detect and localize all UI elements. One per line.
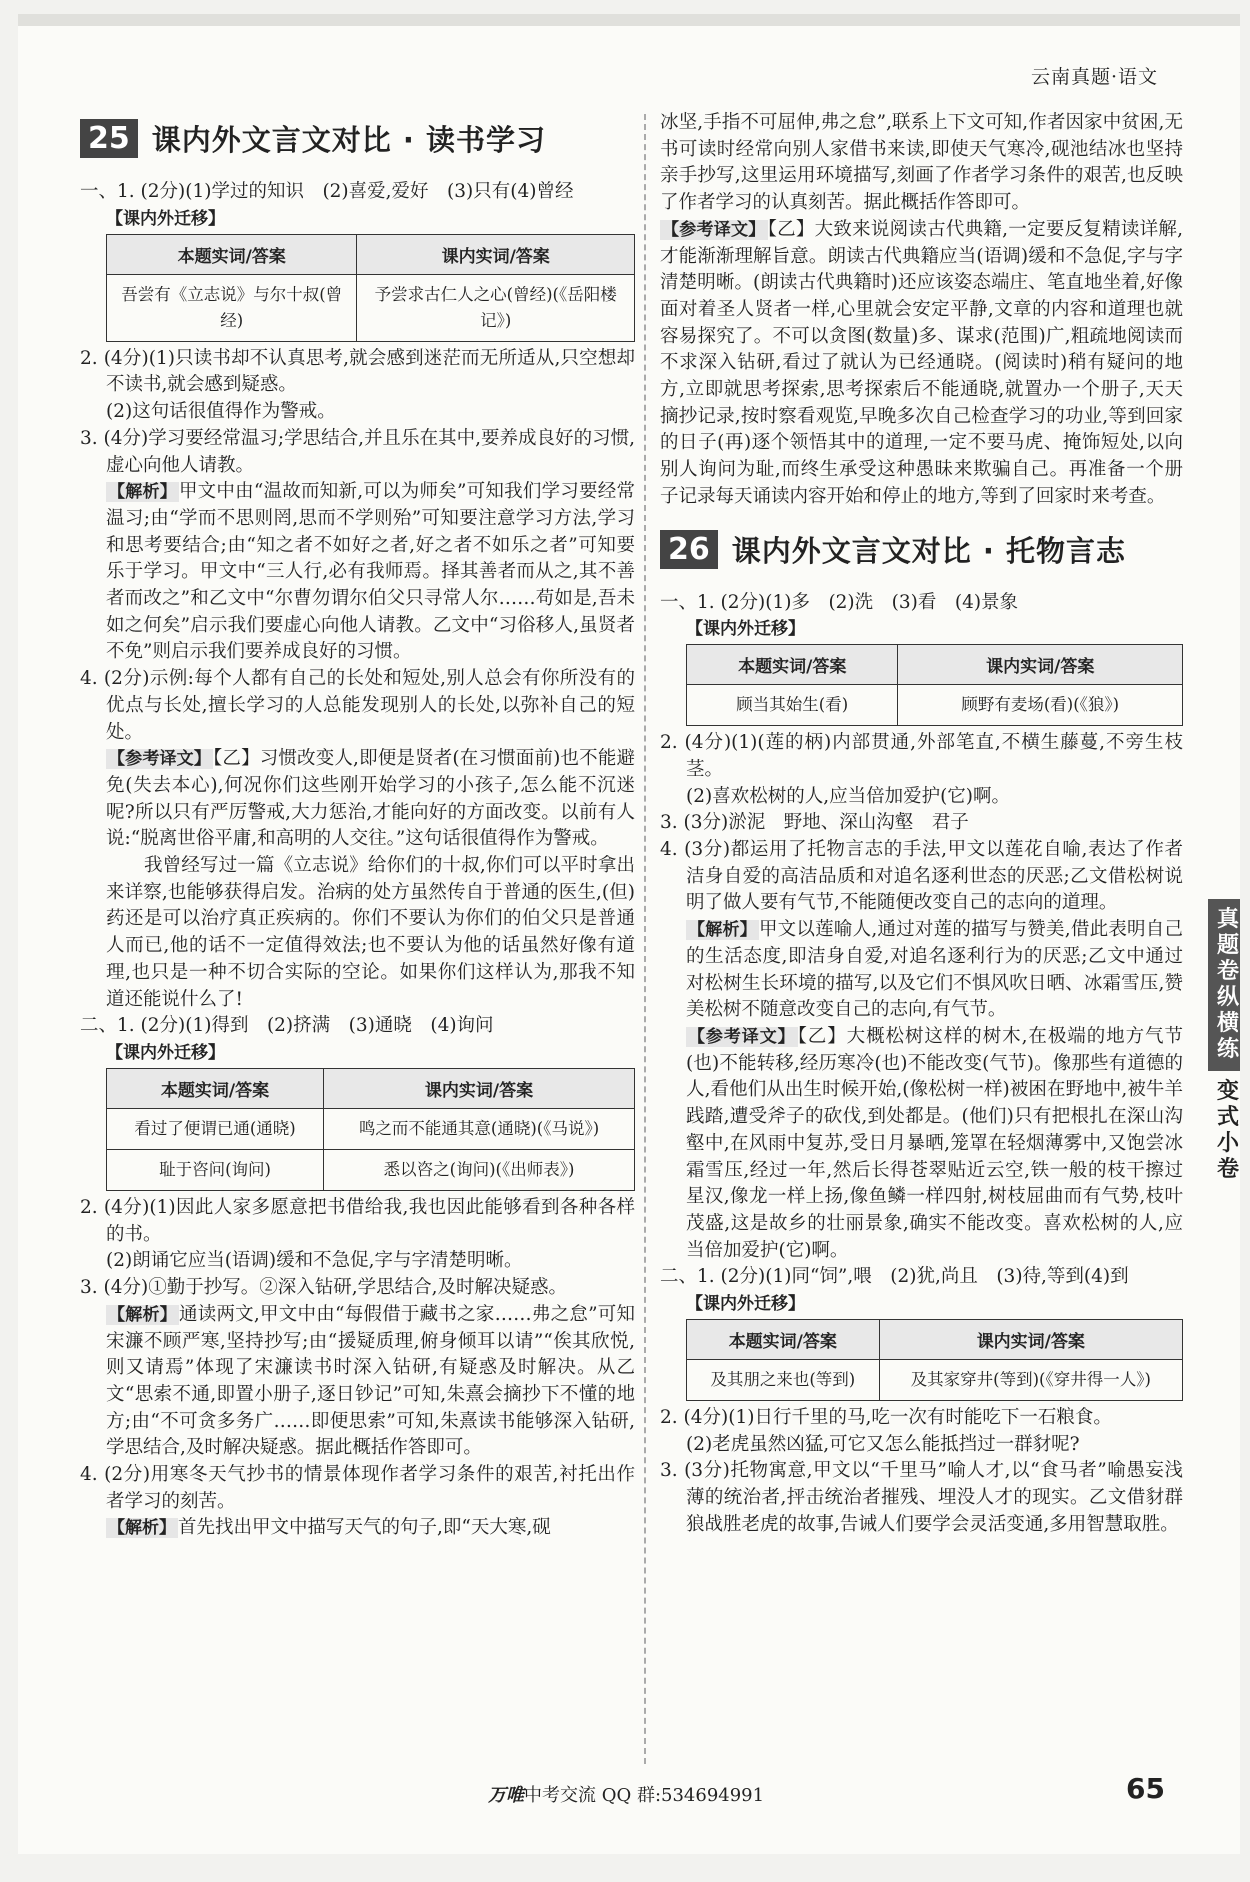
s25-q1: 一、1. (2分)(1)学过的知识 (2)喜爱,爱好 (3)只有(4)曾经 bbox=[80, 181, 574, 202]
table-cell: 及其朋之来也(等到) bbox=[687, 1360, 880, 1401]
s26-q2a: 2. (4分)(1)(莲的柄)内部贯通,外部笔直,不横生藤蔓,不旁生枝茎。 bbox=[660, 732, 1183, 780]
translation-text: 【乙】习惯改变人,即便是贤者(在习惯面前)也不能避免(失去本心),何况你们这些刚开始学习的小孩子,怎么能不沉迷呢?所以只有严厉警戒,大力惩治,才能向好的方面改变。以前有人说:“脱离世俗平庸,和高明的人交往。”这句话很值得作为警戒。 bbox=[106, 748, 635, 850]
table-cell: 悉以咨之(询问)(《出师表》) bbox=[324, 1149, 635, 1190]
translation-tag: 【参考译文】 bbox=[662, 219, 766, 240]
s25-continued: 冰坚,手指不可屈伸,弗之怠”,联系上下文可知,作者因家中贫困,无书可读时经常向别人家借书来读,即使天气寒冷,砚池结冰也坚持亲手抄写,这里运用环境描写,刻画了作者学习条件的艰苦,也反映了作者学习的认真刻苦。据此概括作答即可。 bbox=[660, 112, 1183, 214]
translation-text: 【乙】大概松树这样的树木,在极端的地方气节(也)不能转移,经历寒冷(也)不能改变(气节)。像那些有道德的人,看他们从出生时候开始,(像松树一样)被困在野地中,被牛羊践踏,遭受斧子的砍伐,到处都是。(他们)只有把根扎在深山沟壑中,在风雨中复苏,受日月暴晒,笼罩在轻烟薄雾中,又饱尝冰霜雪压,经过一年,然后长得苍翠贴近云空,铁一般的枝干擦过星汉,像龙一样上扬,像鱼鳞一样四射,树枝屈曲而有气势,枝叶茂盛,这是故乡的壮丽景象,确实不能改变。喜欢松树的人,应当倍加爱护(它)啊。 bbox=[686, 1025, 1183, 1261]
s25-p2-q1: 二、1. (2分)(1)得到 (2)挤满 (3)通晓 (4)询问 bbox=[80, 1015, 494, 1037]
analysis-tag: 【解析】 bbox=[108, 1304, 177, 1325]
page bbox=[18, 14, 1240, 1854]
section-26-number: 26 bbox=[660, 530, 718, 569]
section-25-title bbox=[80, 118, 635, 159]
analysis-text: 通读两文,甲文中由“每假借于藏书之家……弗之怠”可知宋濂不顾严寒,坚持抄写;由“援疑质理,俯身倾耳以请”“俟其欣悦,则又请焉”体现了宋濂读书时深入钻研,有疑惑及时解决。从乙文“思索不通,即置小册子,逐日钞记”可知,朱熹会摘抄下不懂的地方;由“不可贪多务广……即便思索”可知,朱熹读书能够深入钻研,学思结合,及时解决疑惑。据此概括作答即可。 bbox=[106, 1303, 635, 1459]
s25-q4: 4. (2分)示例:每个人都有自己的长处和短处,别人总会有你所没有的优点与长处,擅长学习的人总能发现别人的长处,以弥补自己的短处。 bbox=[80, 668, 635, 743]
s25-q2b: (2)这句话很值得作为警戒。 bbox=[106, 401, 336, 423]
s26-q4: 4. (3分)都运用了托物言志的手法,甲文以莲花自喻,表达了作者洁身自爱的高洁品质和对追名逐利世态的厌恶;乙文借松树说明了做人要有气节,不能随便改变自己的志向的道理。 bbox=[660, 839, 1183, 914]
right-column bbox=[660, 110, 1183, 1539]
table-header: 本题实词/答案 bbox=[687, 645, 898, 685]
left-column bbox=[80, 110, 635, 1542]
s25-translation-b bbox=[660, 217, 1183, 511]
page-header: 云南真题·语文 bbox=[1030, 66, 1158, 88]
table-cell: 及其家穿井(等到)(《穿井得一人》) bbox=[879, 1360, 1182, 1401]
analysis-text: 甲文以莲喻人,通过对莲的描写与赞美,借此表明自己的生活态度,即洁身自爱,对追名逐利行为的厌恶;乙文中通过对松树生长环境的描写,以及它们不惧风吹日晒、冰霜雪压,赞美松树不随意改变自己的志向,有气节。 bbox=[686, 919, 1184, 1021]
s26-q3: 3. (3分)淤泥 野地、深山沟壑 君子 bbox=[660, 812, 969, 834]
s26-table-1 bbox=[686, 644, 1183, 726]
s25-q3-analysis bbox=[80, 479, 635, 666]
section-26-title bbox=[660, 529, 1183, 570]
table-header: 本题实词/答案 bbox=[107, 234, 357, 274]
table-header: 课内实词/答案 bbox=[879, 1320, 1182, 1360]
s26-p2-q1: 二、1. (2分)(1)同“饲”,喂 (2)犹,尚且 (3)待,等到(4)到 bbox=[660, 1266, 1129, 1288]
section-25-heading: 课内外文言文对比 · 读书学习 bbox=[151, 123, 546, 157]
s25-p2-q3: 3. (4分)①勤于抄写。②深入钻研,学思结合,及时解决疑惑。 bbox=[80, 1277, 568, 1299]
s26-migrate-label-2: 【课内外迁移】 bbox=[686, 1294, 805, 1315]
s25-p2-q4-analysis bbox=[80, 1515, 635, 1542]
table-header: 课内实词/答案 bbox=[357, 234, 635, 274]
footer-text: 中考交流 QQ 群:534694991 bbox=[524, 1785, 765, 1806]
analysis-tag: 【解析】 bbox=[108, 482, 177, 503]
s25-p2-q3-analysis bbox=[80, 1302, 635, 1462]
analysis-text: 首先找出甲文中描写天气的句子,即“天大寒,砚 bbox=[178, 1517, 551, 1539]
s25-translation bbox=[80, 746, 635, 853]
table-cell: 看过了便谓已通(通晓) bbox=[107, 1108, 324, 1149]
s26-migrate-label: 【课内外迁移】 bbox=[686, 619, 805, 640]
translation-tag: 【参考译文】 bbox=[108, 749, 211, 770]
section-25-number: 25 bbox=[80, 119, 138, 158]
s25-p2-q4: 4. (2分)用寒冬天气抄书的情景体现作者学习条件的艰苦,衬托出作者学习的刻苦。 bbox=[80, 1464, 635, 1512]
top-edge bbox=[18, 14, 1240, 26]
s26-p2-q3: 3. (3分)托物寓意,甲文以“千里马”喻人才,以“食马者”喻愚妄浅薄的统治者,抨击统治者摧残、埋没人才的现实。乙文借豺群狼战胜老虎的故事,告诫人们要学会灵活变通,多用智慧取胜。 bbox=[660, 1460, 1183, 1535]
s25-table-1 bbox=[106, 234, 635, 342]
side-ribbon-sub: 变式小卷 bbox=[1216, 1079, 1239, 1182]
section-26-heading: 课内外文言文对比 · 托物言志 bbox=[731, 533, 1126, 568]
translation-tag: 【参考译文】 bbox=[688, 1026, 796, 1047]
s25-table-2 bbox=[106, 1068, 635, 1191]
s26-q1: 一、1. (2分)(1)多 (2)洗 (3)看 (4)景象 bbox=[660, 591, 1019, 613]
table-header: 课内实词/答案 bbox=[898, 645, 1183, 685]
analysis-text: 甲文中由“温故而知新,可以为师矣”可知我们学习要经常温习;由“学而不思则罔,思而不学则殆”可知要注意学习方法,学习和思考要结合;由“知之者不如好之者,好之者不如乐之者”可知要乐于学习。甲文中“三人行,必有我师焉。择其善者而从之,其不善者而改之”和乙文中“尔曹勿谓尔伯父只寻常人尔……苟如是,吾未如之何矣”启示我们要虚心向他人请教。乙文中“习俗移人,虽贤者不免”则启示我们要养成良好的习惯。 bbox=[106, 481, 636, 663]
s26-q4-analysis bbox=[660, 917, 1183, 1024]
table-header: 课内实词/答案 bbox=[324, 1068, 635, 1108]
s25-q2a: 2. (4分)(1)只读书却不认真思考,就会感到迷茫而无所适从,只空想却不读书,就会感到疑惑。 bbox=[80, 347, 635, 396]
s26-p2-q2a: 2. (4分)(1)日行千里的马,吃一次有时能吃下一石粮食。 bbox=[660, 1407, 1112, 1429]
analysis-tag: 【解析】 bbox=[688, 920, 757, 941]
translation-text: 【乙】大致来说阅读古代典籍,一定要反复精读详解,才能渐渐理解旨意。朗读古代典籍应当(语调)缓和不急促,字与字清楚明晰。(朗读古代典籍时)还应该姿态端庄、笔直地坐着,好像面对着圣人贤者一样,心里就会安定平静,文章的内容和道理也就容易探究了。不可以贪图(数量)多、谋求(范围)广,粗疏地阅读而不求深入钻研,看过了就认为已经通晓。(阅读时)稍有疑问的地方,立即就思考探索,思考探索后不能通晓,就置办一个册子,天天摘抄记录,按时察看观览,早晚多次自己检查学习的功业,等到回家的日子(再)逐个领悟其中的道理,一定不要马虎、掩饰短处,以向别人询问为耻,而终生承受这种愚昧来欺骗自己。再准备一个册子记录每天诵读内容开始和停止的地方,等到了回家时来考查。 bbox=[660, 218, 1184, 507]
analysis-tag: 【解析】 bbox=[108, 1518, 176, 1539]
table-cell: 顾野有麦场(看)(《狼》) bbox=[898, 685, 1183, 726]
s25-p2-q2a: 2. (4分)(1)因此人家多愿意把书借给我,我也因此能够看到各种各样的书。 bbox=[80, 1196, 635, 1245]
s26-p2-q2b: (2)老虎虽然凶猛,可它又怎么能抵挡过一群豺呢? bbox=[686, 1433, 1080, 1455]
s25-q3: 3. (4分)学习要经常温习;学思结合,并且乐在其中,要养成良好的习惯,虚心向他人请教。 bbox=[80, 427, 635, 476]
table-cell: 吾尝有《立志说》与尔十叔(曾经) bbox=[107, 274, 357, 341]
table-cell: 予尝求古仁人之心(曾经)(《岳阳楼记》) bbox=[357, 274, 635, 341]
table-header: 本题实词/答案 bbox=[107, 1068, 324, 1108]
footer-brand: 万唯 bbox=[488, 1785, 524, 1806]
s25-p2-q2b: (2)朗诵它应当(语调)缓和不急促,字与字清楚明晰。 bbox=[106, 1250, 523, 1272]
s25-translation-2: 我曾经写过一篇《立志说》给你们的十叔,你们可以平时拿出来详察,也能够获得启发。治病的处方虽然传自于普通的医生,(但)药还是可以治疗真正疾病的。你们不要认为你们的伯父只是普通人而已,他的话不一定值得效法;也不要认为他的话虽然好像有道理,也只是一种不切合实际的空论。如果你们这样认为,那我不知道还能说什么了! bbox=[106, 855, 635, 1010]
column-divider bbox=[644, 114, 646, 1764]
s26-translation bbox=[660, 1024, 1183, 1264]
page-footer bbox=[488, 1781, 764, 1807]
table-header: 本题实词/答案 bbox=[687, 1320, 880, 1360]
side-ribbon: 真题卷纵横练 bbox=[1208, 899, 1240, 1071]
s25-migrate-label: 【课内外迁移】 bbox=[106, 208, 225, 229]
table-cell: 耻于咨问(询问) bbox=[107, 1149, 324, 1190]
table-cell: 鸣之而不能通其意(通晓)(《马说》) bbox=[324, 1108, 635, 1149]
s26-table-2 bbox=[686, 1319, 1183, 1401]
table-cell: 顾当其始生(看) bbox=[687, 685, 898, 726]
s25-migrate-label-2: 【课内外迁移】 bbox=[106, 1042, 225, 1063]
page-number: 65 bbox=[1126, 1772, 1165, 1805]
s26-q2b: (2)喜欢松树的人,应当倍加爱护(它)啊。 bbox=[686, 785, 1011, 807]
